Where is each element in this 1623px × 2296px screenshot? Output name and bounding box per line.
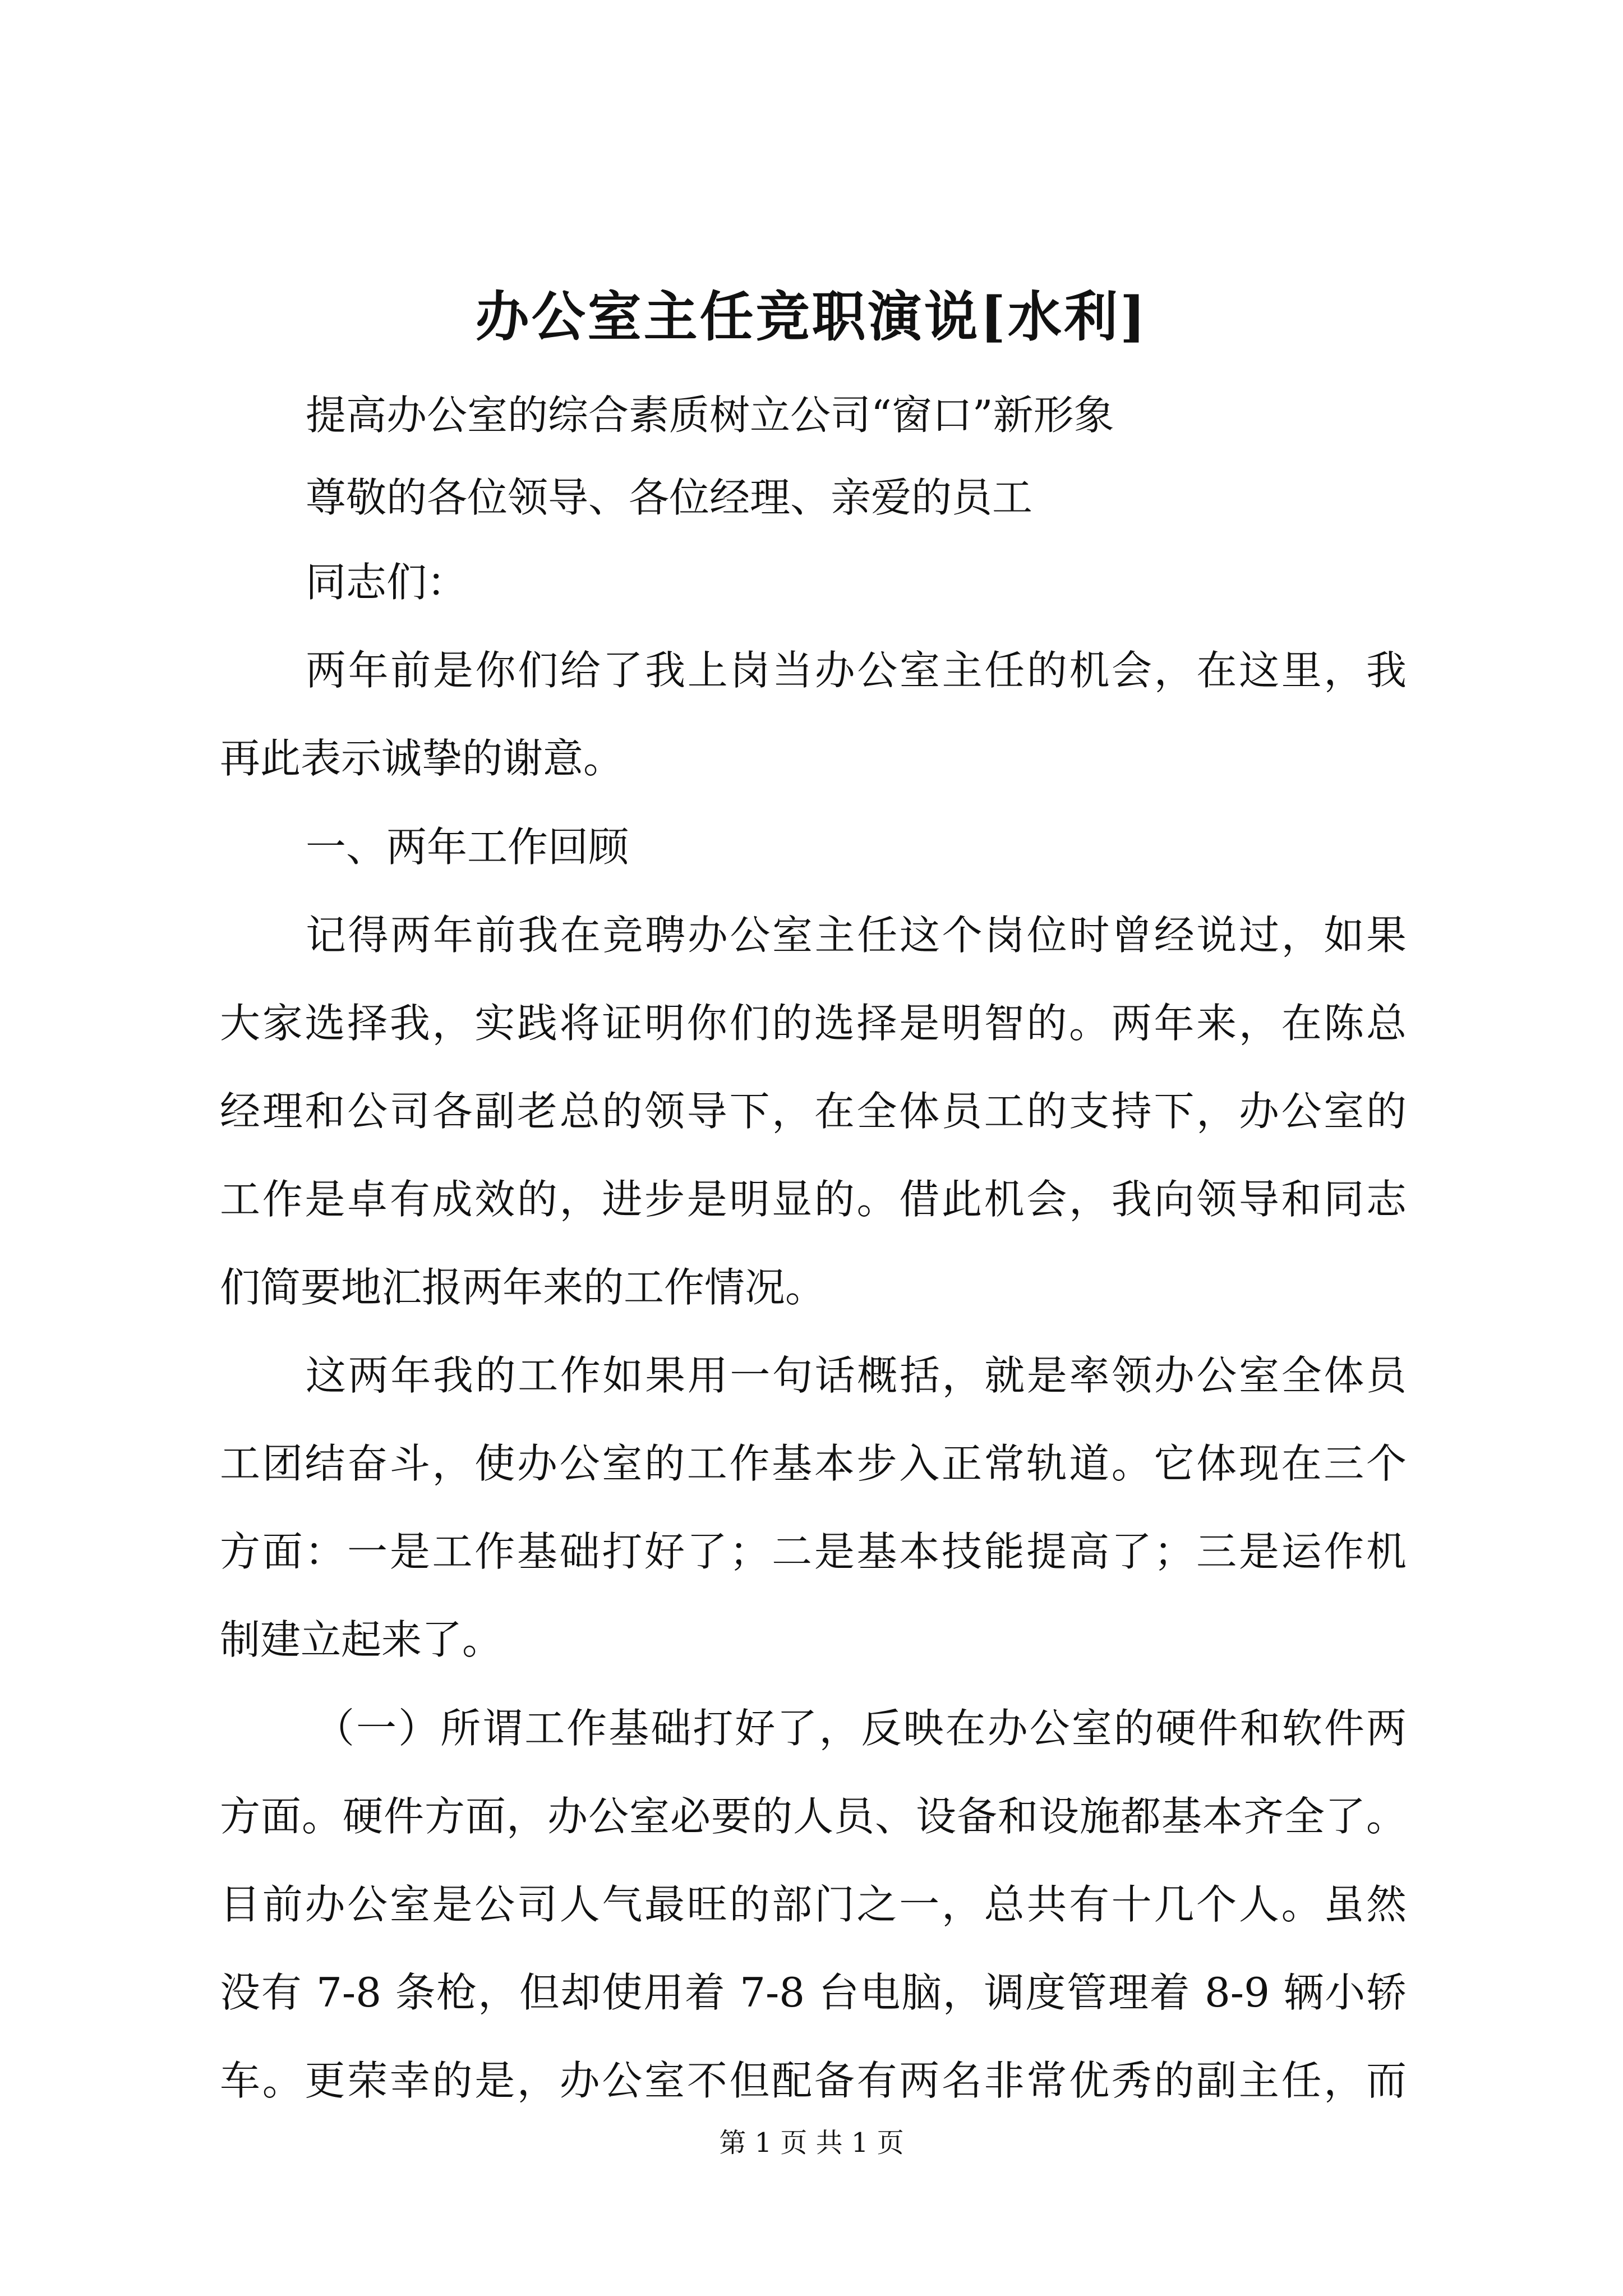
paragraph-line: 方面：一是工作基础打好了；二是基本技能提高了；三是运作机 — [220, 1528, 1407, 1575]
salutation-line: 尊敬的各位领导、各位经理、亲爱的员工 — [306, 474, 1033, 521]
paragraph-line: 没有 7-8 条枪，但却使用着 7-8 台电脑，调度管理着 8-9 辆小轿 — [220, 1969, 1407, 2016]
paragraph-line: （一）所谓工作基础打好了，反映在办公室的硬件和软件两 — [314, 1705, 1407, 1752]
paragraph-line: 目前办公室是公司人气最旺的部门之一，总共有十几个人。虽然 — [220, 1881, 1407, 1928]
salutation-line-2: 同志们： — [306, 559, 468, 606]
paragraph-line: 工作是卓有成效的，进步是明显的。借此机会，我向领导和同志 — [220, 1176, 1407, 1223]
paragraph-line: 大家选择我，实践将证明你们的选择是明智的。两年来，在陈总 — [220, 1000, 1407, 1047]
paragraph-line: 这两年我的工作如果用一句话概括，就是率领办公室全体员 — [306, 1352, 1407, 1399]
paragraph-line: 经理和公司各副老总的领导下，在全体员工的支持下，办公室的 — [220, 1088, 1407, 1135]
paragraph-line: 再此表示诚挚的谢意。 — [220, 735, 624, 782]
paragraph-line: 车。更荣幸的是，办公室不但配备有两名非常优秀的副主任，而 — [220, 2057, 1407, 2104]
page-footer: 第 1 页 共 1 页 — [719, 2127, 904, 2159]
paragraph-line: 记得两年前我在竞聘办公室主任这个岗位时曾经说过，如果 — [306, 912, 1407, 959]
paragraph-line: 方面。硬件方面，办公室必要的人员、设备和设施都基本齐全了。 — [220, 1793, 1407, 1840]
document-title: 办公室主任竞职演说[水利] — [475, 285, 1148, 348]
subtitle-line: 提高办公室的综合素质树立公司“窗口”新形象 — [306, 392, 1114, 439]
paragraph-line: 两年前是你们给了我上岗当办公室主任的机会，在这里，我 — [306, 647, 1407, 694]
paragraph-line: 们简要地汇报两年来的工作情况。 — [220, 1264, 826, 1311]
section-heading: 一、两年工作回顾 — [306, 823, 629, 871]
paragraph-line: 工团结奋斗，使办公室的工作基本步入正常轨道。它体现在三个 — [220, 1440, 1407, 1487]
paragraph-line: 制建立起来了。 — [220, 1616, 503, 1663]
